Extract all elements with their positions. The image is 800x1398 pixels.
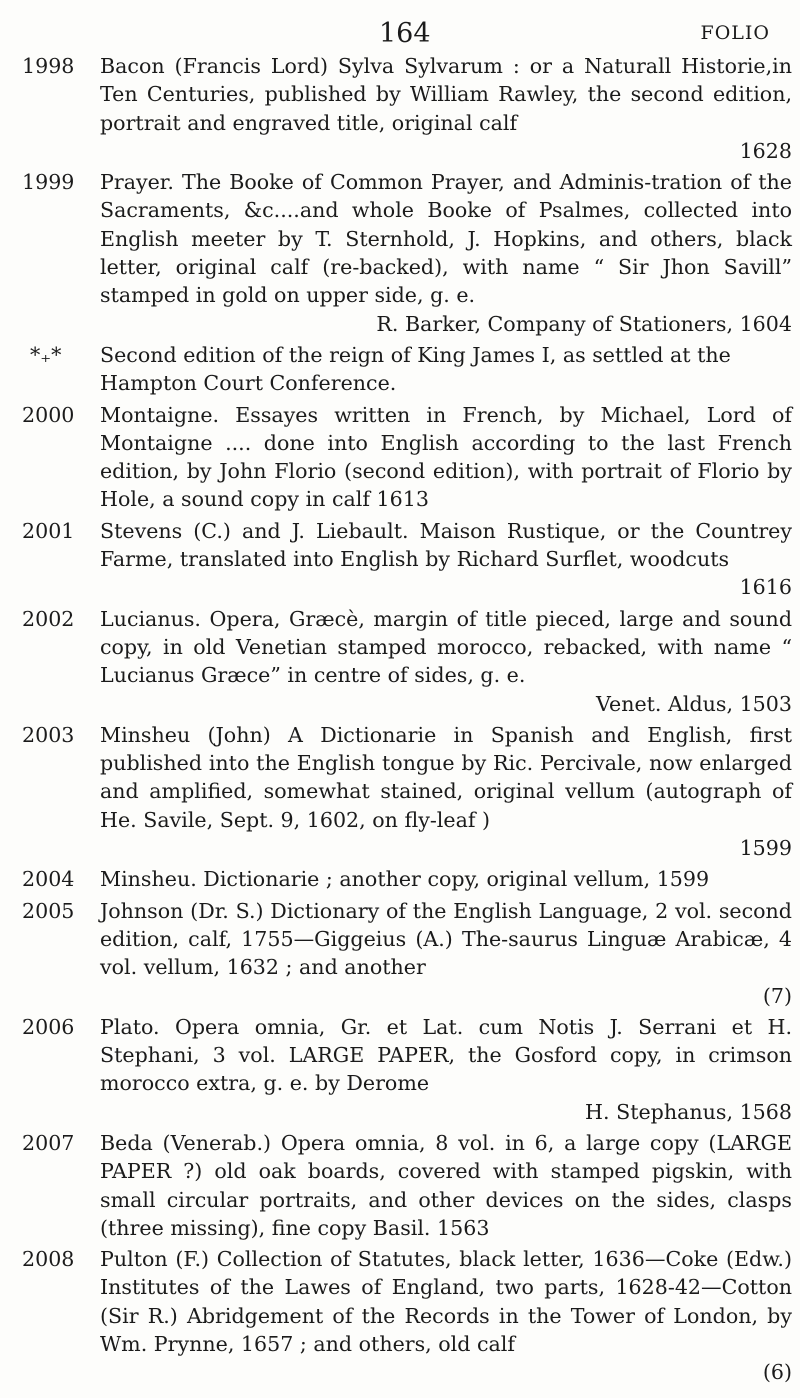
- list-item: [22, 1245, 792, 1386]
- entry-imprint: H. Stephanus, 1568: [585, 1099, 792, 1124]
- lot-number: 2000: [22, 402, 75, 427]
- note-mark: *₊*: [30, 342, 62, 367]
- list-item: [22, 605, 792, 718]
- page-number: 164: [379, 18, 431, 49]
- entry-note: [22, 341, 792, 398]
- list-item: [22, 721, 792, 862]
- entry-imprint: R. Barker, Company of Stationers, 1604: [376, 311, 792, 336]
- note-text: Second edition of the reign of King James I, as settled at the Hampton Court Conference.: [100, 342, 731, 396]
- entry-imprint: Venet. Aldus, 1503: [596, 691, 792, 716]
- lot-number: 2005: [22, 898, 75, 923]
- lot-number: 2007: [22, 1130, 75, 1155]
- entry-text: Minsheu. Dictionarie ; another copy, original vellum, 1599: [100, 867, 710, 892]
- entry-text: Beda (Venerab.) Opera omnia, 8 vol. in 6, a large copy (LARGE PAPER ?) old oak boards, covered with stamped pigskin, with small circular portraits, and other devices on the sides, clasps (three missing), fine copy Basil. 1563: [100, 1130, 792, 1240]
- list-item: [22, 1129, 792, 1242]
- lot-number: 2003: [22, 722, 75, 747]
- list-item: [22, 401, 792, 514]
- lot-number: 1999: [22, 170, 75, 195]
- entry-imprint: 1599: [739, 836, 792, 861]
- list-item: [22, 168, 792, 338]
- lot-number: 2001: [22, 518, 75, 543]
- lot-number: 1998: [22, 54, 75, 78]
- lot-number: 2008: [22, 1247, 75, 1272]
- list-item: [22, 865, 792, 893]
- entry-imprint: (7): [762, 983, 792, 1008]
- page-header: [0, 18, 800, 48]
- entry-imprint: (6): [762, 1360, 792, 1385]
- entry-text: Prayer. The Booke of Common Prayer, and Adminis-tration of the Sacraments, &c....and whole Booke of Psalmes, collected into English meeter by T. Sternhold, J. Hopkins, and others, black letter, original calf (re-backed), with name “ Sir Jhon Savill” stamped in gold on upper side, g. e.: [100, 170, 792, 308]
- entry-text: Johnson (Dr. S.) Dictionary of the English Language, 2 vol. second edition, calf, 1755—Giggeius (A.) The-saurus Linguæ Arabicæ, 4 vol. vellum, 1632 ; and another: [100, 898, 792, 980]
- entry-text: Stevens (C.) and J. Liebault. Maison Rustique, or the Countrey Farme, translated into English by Richard Surflet, woodcuts: [100, 518, 792, 572]
- entry-text: Montaigne. Essayes written in French, by Michael, Lord of Montaigne .... done into English according to the last French edition, by John Florio (second edition), with portrait of Florio by Hole, a sound copy in calf 1613: [100, 402, 792, 512]
- list-item: [22, 1013, 792, 1126]
- entry-text: Minsheu (John) A Dictionarie in Spanish and English, first published into the English tongue by Ric. Percivale, now enlarged and amplified, somewhat stained, original vellum (autograph of He. Savile, Sept. 9, 1602, on fly-leaf ): [100, 722, 792, 832]
- entry-text: Pulton (F.) Collection of Statutes, black letter, 1636—Coke (Edw.) Institutes of the Lawes of England, two parts, 1628-42—Cotton (Sir R.) Abridgement of the Records in the Tower of London, by Wm. Prynne, 1657 ; and others, old calf: [100, 1247, 792, 1357]
- entry-imprint: 1616: [739, 575, 792, 600]
- lot-number: 2006: [22, 1014, 75, 1039]
- list-item: [22, 897, 792, 1010]
- entry-imprint: 1628: [739, 138, 792, 163]
- list-item: [22, 517, 792, 602]
- entry-text: Bacon (Francis Lord) Sylva Sylvarum : or a Naturall Historie,in Ten Centuries, published by William Rawley, the second edition, portrait and engraved title, original calf: [100, 54, 792, 135]
- catalogue-entries: [22, 52, 792, 1390]
- entry-text: Lucianus. Opera, Græcè, margin of title pieced, large and sound copy, in old Venetian stamped morocco, rebacked, with name “ Lucianus Græce” in centre of sides, g. e.: [100, 606, 792, 688]
- list-item: [22, 52, 792, 165]
- lot-number: 2004: [22, 867, 75, 892]
- entry-text: Plato. Opera omnia, Gr. et Lat. cum Notis J. Serrani et H. Stephani, 3 vol. LARGE PAPER, the Gosford copy, in crimson morocco extra, g. e. by Derome: [100, 1014, 792, 1096]
- running-head: FOLIO: [700, 22, 770, 44]
- lot-number: 2002: [22, 606, 75, 631]
